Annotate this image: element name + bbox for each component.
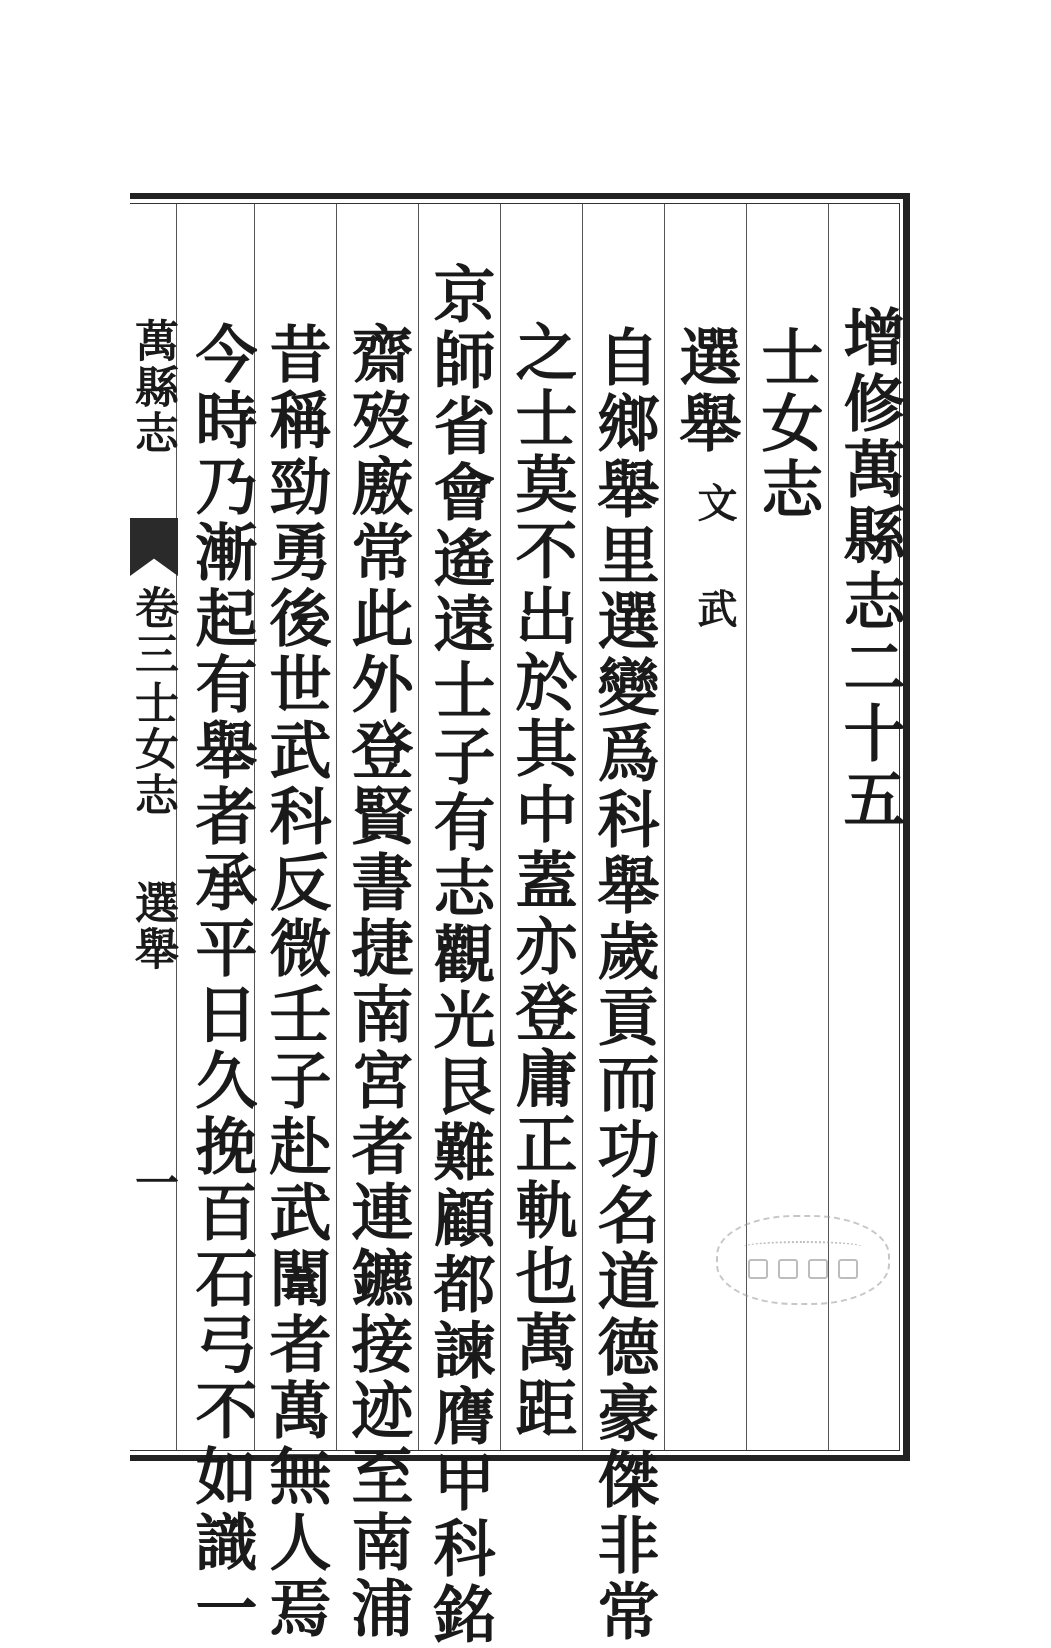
library-seal — [716, 1215, 890, 1305]
margin-page-number: 一 — [127, 1160, 178, 1206]
body-column-3: 京師省會遙遠士子有志觀光艮難顧都諫膺甲科銘 — [423, 262, 496, 1648]
margin-book-title: 萬縣志 — [127, 318, 178, 456]
column-rule — [500, 204, 501, 1450]
book-title: 增修萬縣志二十五 — [833, 305, 906, 833]
subsection-note-civil: 文 — [691, 482, 738, 522]
body-column-5: 昔稱勁勇後世武科反微壬子赴武闈者萬無人焉 — [259, 322, 332, 1642]
column-rule — [664, 204, 665, 1450]
body-column-1: 自鄉舉里選變爲科舉歲貢而功名道德豪傑非常 — [587, 325, 660, 1645]
margin-section: 士女志 — [127, 680, 178, 818]
subsection-title: 選舉 — [669, 325, 742, 457]
margin-juan: 卷三 — [127, 585, 178, 677]
column-rule — [418, 204, 419, 1450]
margin-subsection: 選舉 — [127, 880, 178, 972]
body-column-6: 今時乃漸起有舉者承平日久挽百石弓不如識一 — [185, 322, 258, 1642]
column-rule — [582, 204, 583, 1450]
column-rule — [336, 204, 337, 1450]
seal-ring — [743, 1241, 863, 1253]
seal-characters — [748, 1259, 858, 1279]
subsection-note-military: 武 — [691, 588, 738, 628]
section-title: 士女志 — [751, 325, 824, 523]
body-column-4: 齋歿廒常此外登賢書捷南宮者連鑣接迹至南浦 — [341, 322, 414, 1642]
body-column-2: 之士莫不出於其中蓋亦登庸正軌也萬距 — [505, 320, 578, 1442]
